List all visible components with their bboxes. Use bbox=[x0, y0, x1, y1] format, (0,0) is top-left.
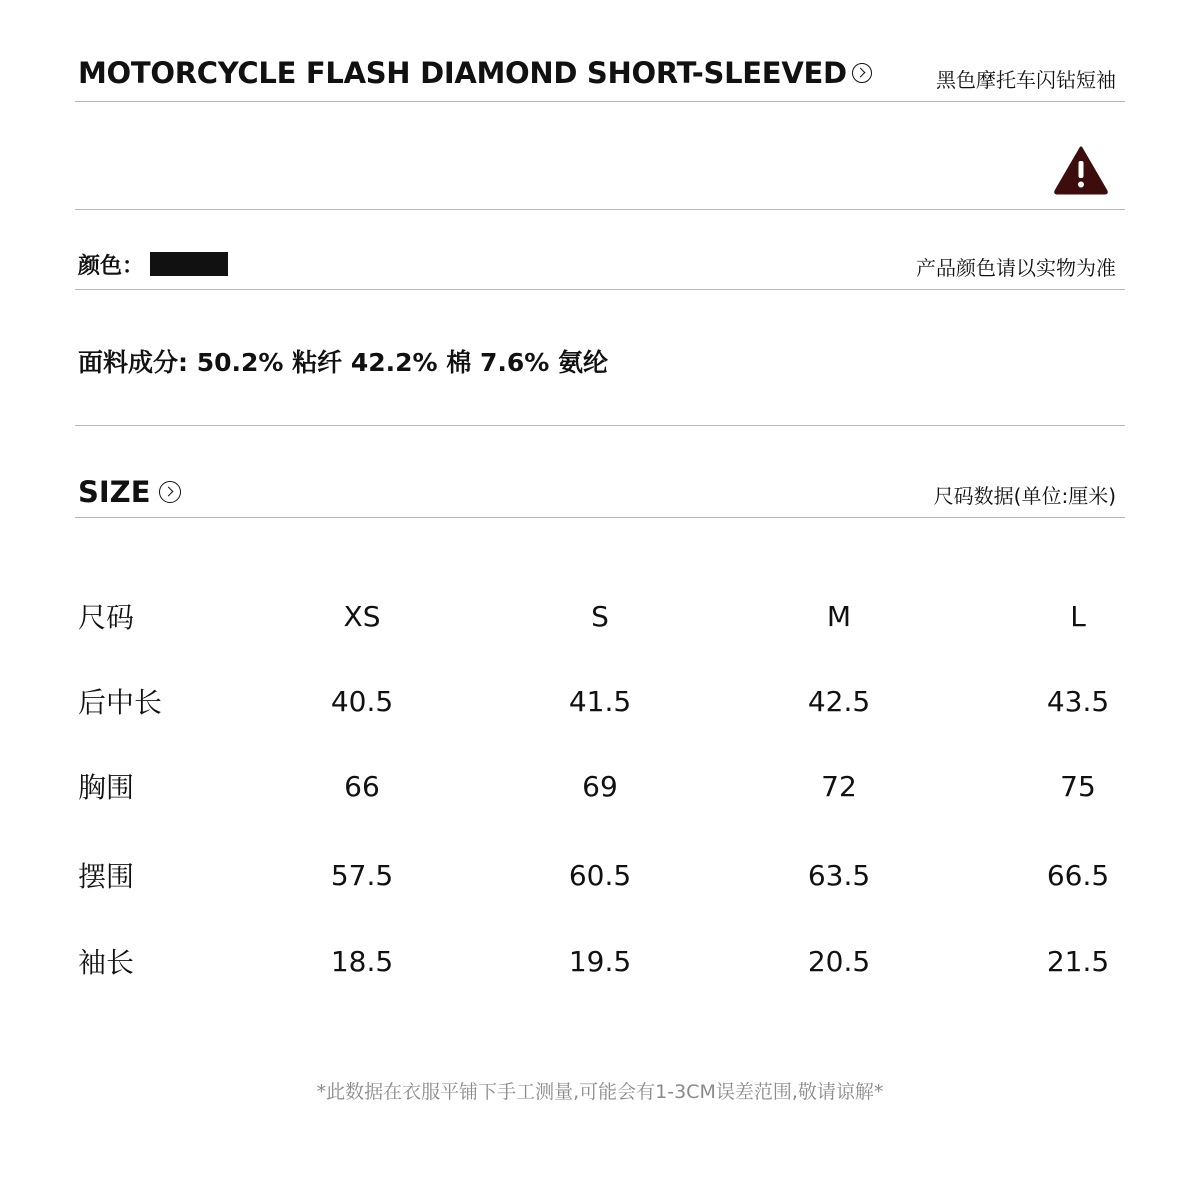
product-title-text: MOTORCYCLE FLASH DIAMOND SHORT-SLEEVED bbox=[78, 56, 847, 90]
chevron-right-circle-icon[interactable] bbox=[852, 63, 872, 83]
color-disclaimer: 产品颜色请以实物为准 bbox=[916, 256, 1116, 280]
table-cell: 43.5 bbox=[1046, 684, 1110, 718]
table-cell: 42.5 bbox=[807, 684, 871, 718]
table-row bbox=[78, 756, 1118, 816]
size-section-title bbox=[78, 475, 181, 509]
row-label: 胸围 bbox=[78, 771, 135, 804]
table-cell: 41.5 bbox=[568, 684, 632, 718]
table-row bbox=[78, 931, 1118, 991]
fabric-composition: 面料成分: 50.2% 粘纤 42.2% 棉 7.6% 氨纶 bbox=[78, 348, 609, 377]
table-cell: 57.5 bbox=[330, 858, 394, 892]
size-header-l: L bbox=[1070, 599, 1086, 633]
size-header-label: 尺码 bbox=[78, 601, 135, 634]
divider bbox=[75, 101, 1125, 102]
table-cell: 19.5 bbox=[568, 944, 632, 978]
size-unit-note: 尺码数据(单位:厘米) bbox=[933, 484, 1116, 508]
color-swatch[interactable] bbox=[150, 252, 228, 276]
warning-triangle-icon bbox=[1053, 145, 1109, 195]
color-label: 颜色： bbox=[78, 254, 145, 279]
table-cell: 20.5 bbox=[807, 944, 871, 978]
divider bbox=[75, 209, 1125, 210]
size-title-text: SIZE bbox=[78, 475, 151, 509]
size-header-xs: XS bbox=[343, 599, 381, 633]
table-cell: 21.5 bbox=[1046, 944, 1110, 978]
table-cell: 69 bbox=[582, 769, 618, 803]
row-label: 摆围 bbox=[78, 860, 135, 893]
measurement-footnote: *此数据在衣服平铺下手工测量,可能会有1-3CM误差范围,敬请谅解* bbox=[316, 1081, 884, 1103]
table-cell: 63.5 bbox=[807, 858, 871, 892]
table-cell: 60.5 bbox=[568, 858, 632, 892]
size-header-s: S bbox=[591, 599, 609, 633]
divider bbox=[75, 425, 1125, 426]
table-cell: 72 bbox=[821, 769, 857, 803]
size-table-header-row bbox=[78, 586, 1118, 646]
table-cell: 66.5 bbox=[1046, 858, 1110, 892]
table-cell: 66 bbox=[344, 769, 380, 803]
divider bbox=[75, 517, 1125, 518]
product-subtitle-cn: 黑色摩托车闪钻短袖 bbox=[936, 68, 1116, 92]
row-label: 后中长 bbox=[78, 686, 163, 719]
chevron-right-circle-icon[interactable] bbox=[159, 481, 181, 503]
table-cell: 75 bbox=[1060, 769, 1096, 803]
product-title bbox=[78, 56, 872, 90]
row-label: 袖长 bbox=[78, 946, 135, 979]
table-cell: 40.5 bbox=[330, 684, 394, 718]
table-row bbox=[78, 671, 1118, 731]
table-cell: 18.5 bbox=[330, 944, 394, 978]
size-header-m: M bbox=[826, 599, 852, 633]
table-row bbox=[78, 845, 1118, 905]
divider bbox=[75, 289, 1125, 290]
